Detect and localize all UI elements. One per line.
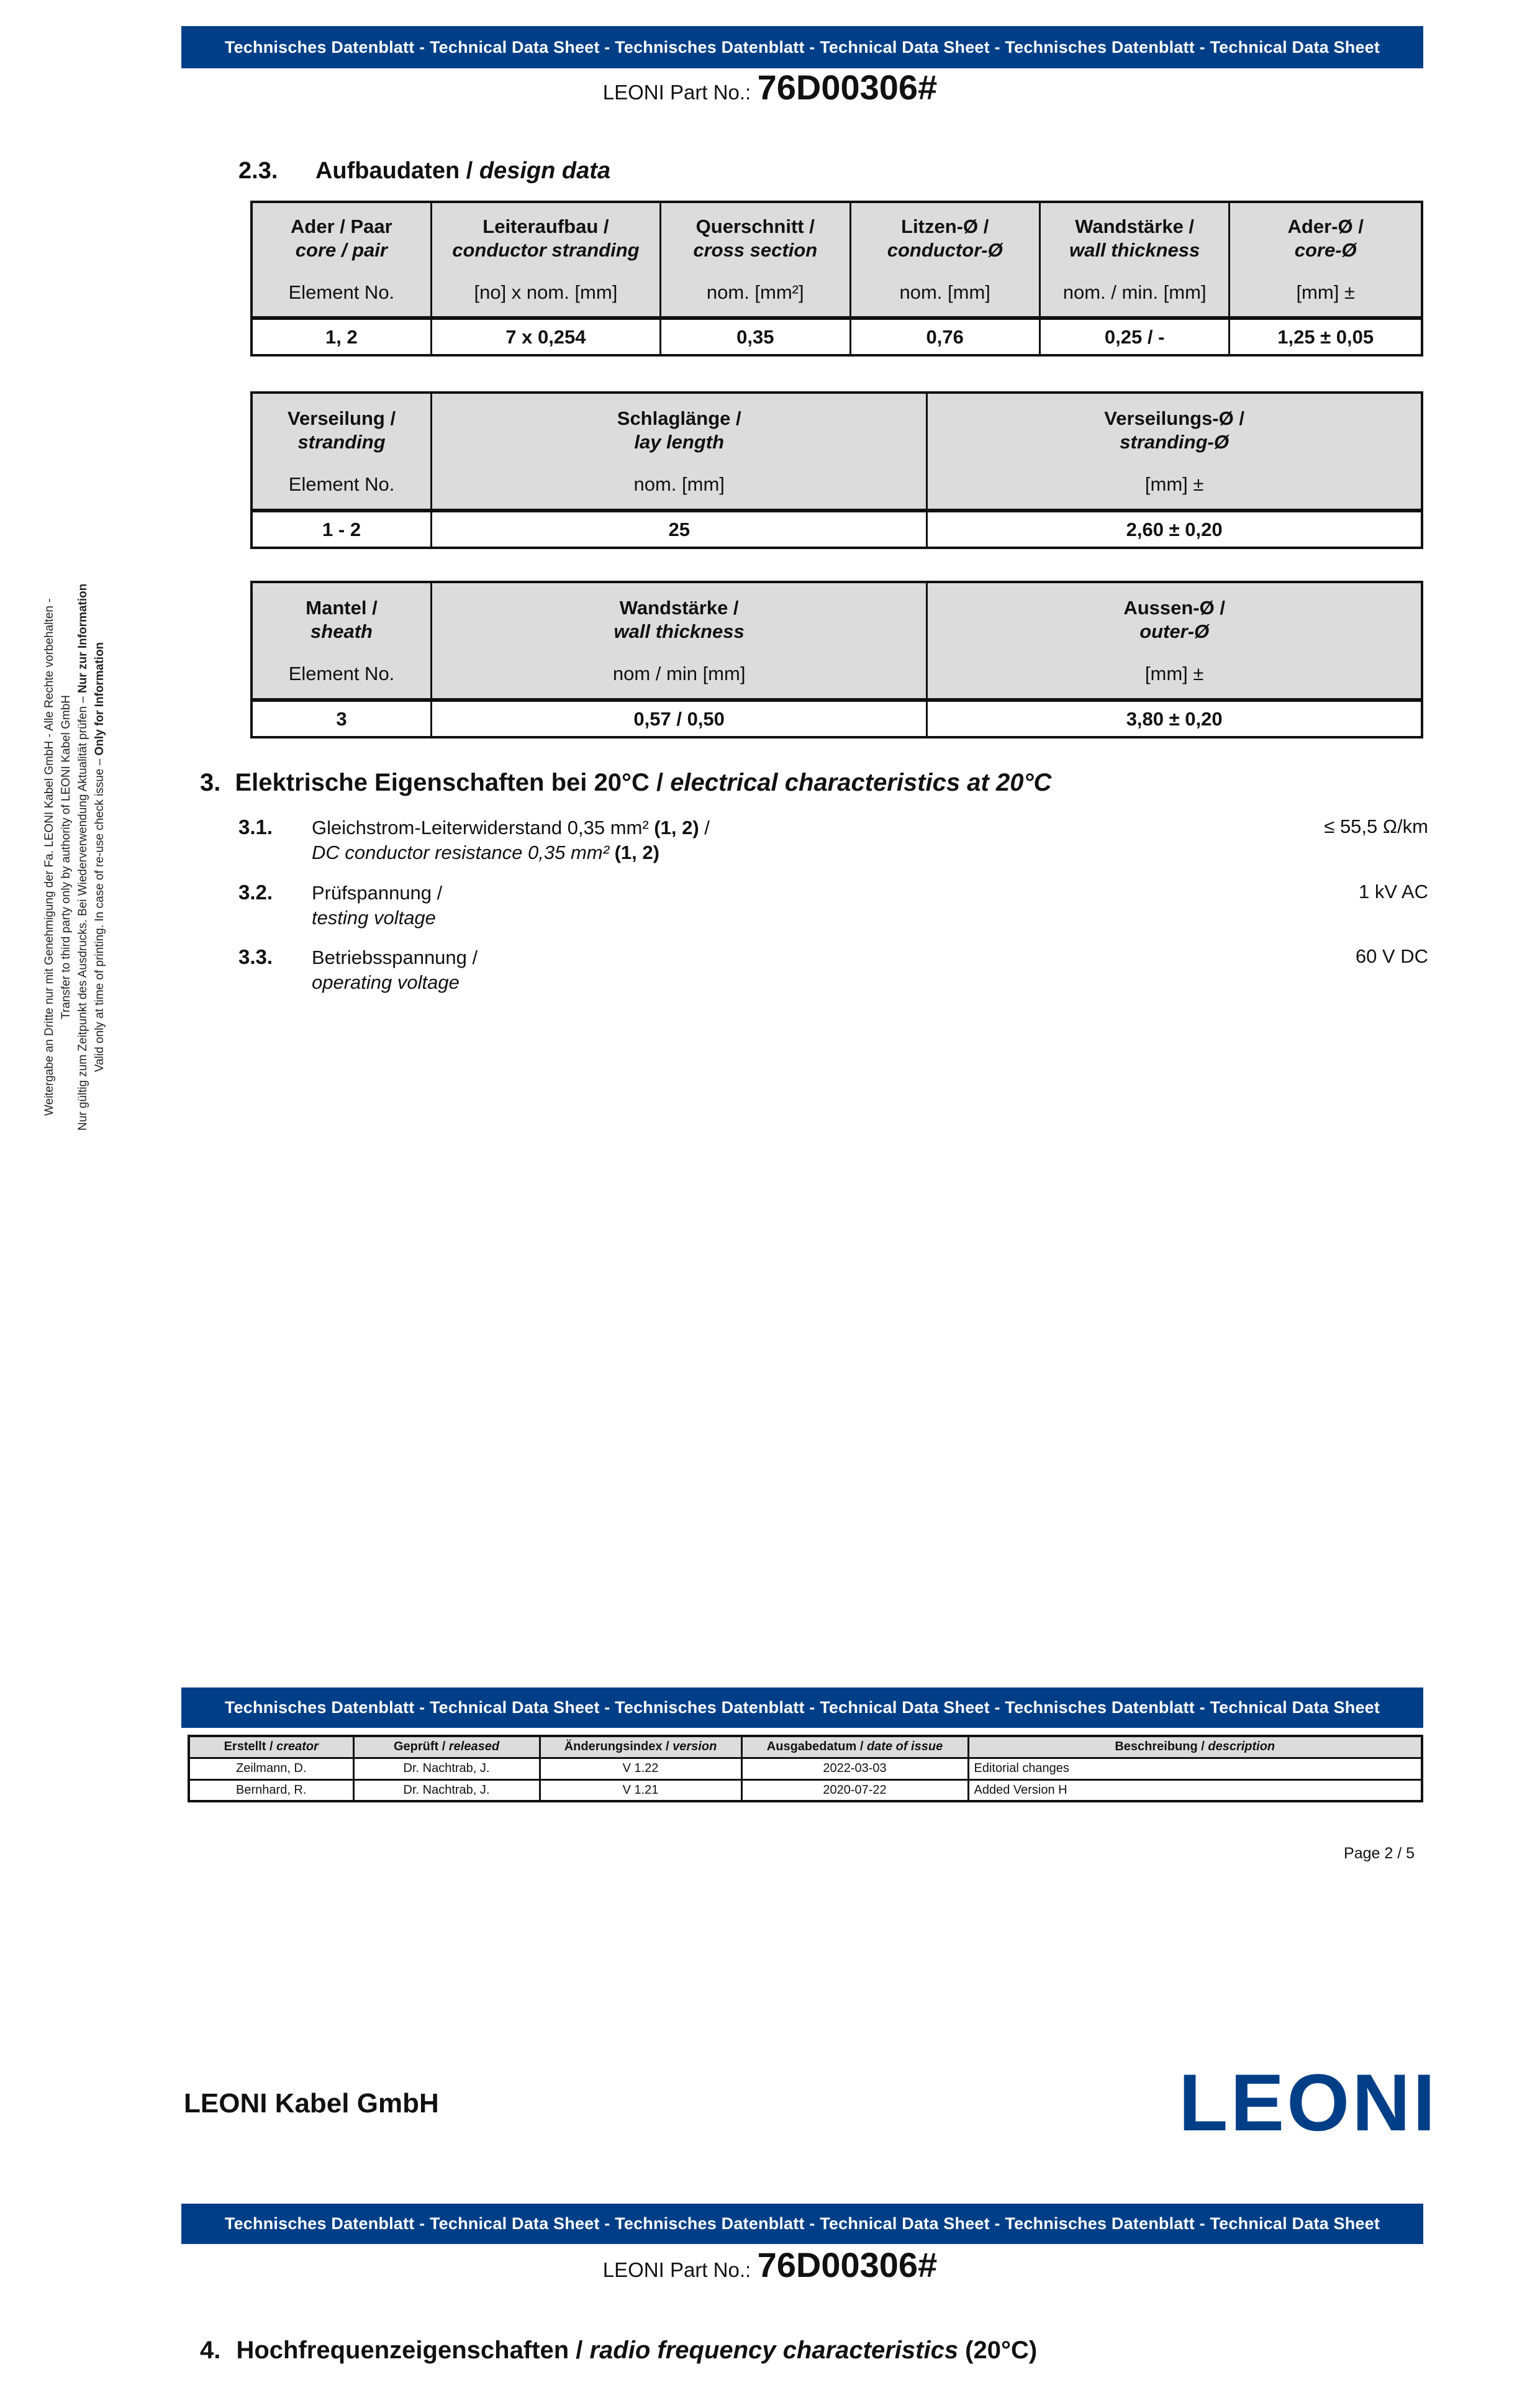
cell-outer-diameter: 3,80 ± 0,20 — [927, 700, 1422, 737]
item-3-3-label: Betriebsspannung / operating voltage — [312, 947, 478, 993]
revision-header-row — [189, 1736, 1422, 1758]
col-header-stranding-diameter: Verseilungs-Ø / stranding-Ø [mm] ± — [927, 393, 1422, 511]
col-header-wall-thickness: Wandstärke / wall thickness nom. / min. [mm] — [1040, 202, 1229, 318]
section-number: 4. — [200, 2337, 221, 2364]
table-row — [251, 318, 1422, 355]
cell-conductor-diameter: 0,76 — [850, 318, 1040, 355]
design-data-table — [250, 201, 1423, 357]
cell-released: Dr. Nachtrab, J. — [353, 1758, 540, 1779]
col-header-sheath: Mantel / sheath Element No. — [251, 582, 432, 700]
col-header-conductor-diameter: Litzen-Ø / conductor-Ø nom. [mm] — [850, 202, 1040, 318]
part-number-value: 76D00306# — [757, 2245, 938, 2284]
cell-element: 1, 2 — [251, 318, 431, 355]
cell-released: Dr. Nachtrab, J. — [353, 1779, 540, 1801]
cell-lay-length: 25 — [432, 511, 927, 548]
col-header-cross-section: Querschnitt / cross section nom. [mm²] — [661, 202, 850, 318]
item-3-2-value: 1 kV AC — [1359, 881, 1428, 902]
col-header-description: Beschreibung / description — [968, 1736, 1422, 1758]
part-number-label: LEONI Part No.: — [602, 2258, 751, 2281]
table-row — [251, 700, 1422, 737]
col-header-date: Ausgabedatum / date of issue — [741, 1736, 968, 1758]
section-title-de: Aufbaudaten / — [315, 158, 479, 184]
section-title-tail: (20°C) — [958, 2337, 1038, 2364]
table-row — [189, 1758, 1422, 1779]
part-number-value: 76D00306# — [757, 68, 938, 107]
col-header-core-diameter: Ader-Ø / core-Ø [mm] ± — [1230, 202, 1422, 318]
item-3-2-number: 3.2. — [238, 881, 273, 904]
cell-creator: Bernhard, R. — [189, 1779, 353, 1801]
cell-wall-thickness: 0,25 / - — [1040, 318, 1229, 355]
col-header-stranding: Verseilung / stranding Element No. — [251, 393, 432, 511]
section-number: 3. — [200, 769, 221, 796]
section-2-3-heading — [238, 158, 610, 184]
cell-date: 2020-07-22 — [741, 1779, 968, 1801]
cell-version: V 1.21 — [540, 1779, 741, 1801]
page-indicator: Page 2 / 5 — [1344, 1845, 1415, 1862]
section-title-en: electrical characteristics at 20°C — [670, 769, 1052, 796]
col-header-version: Änderungsindex / version — [540, 1736, 741, 1758]
part-number-label: LEONI Part No.: — [602, 81, 751, 104]
col-header-lay-length: Schlaglänge / lay length nom. [mm] — [432, 393, 927, 511]
section-title-en: design data — [479, 158, 610, 184]
table-row — [251, 511, 1422, 548]
item-3-2-label: Prüfspannung / testing voltage — [312, 882, 443, 929]
cell-description: Added Version H — [968, 1779, 1422, 1801]
section-title-de: Hochfrequenzeigenschaften / — [236, 2337, 590, 2364]
section-number: 2.3. — [238, 158, 278, 184]
cell-element: 3 — [251, 700, 432, 737]
section-3-heading — [200, 769, 1051, 797]
cell-wall-thickness: 0,57 / 0,50 — [432, 700, 927, 737]
cell-creator: Zeilmann, D. — [189, 1758, 353, 1779]
cell-description: Editorial changes — [968, 1758, 1422, 1779]
header-banner-page-3: Technisches Datenblatt - Technical Data Sheet - Technisches Datenblatt - Technical Data Sheet - Technisches Datenblatt - Technical Data Sheet — [181, 2204, 1423, 2244]
item-3-3-number: 3.3. — [238, 945, 273, 968]
copyright-side-note: Weitergabe an Dritte nur mit Genehmigung der Fa. LEONI Kabel GmbH - Alle Rechte vorbehalten - Transfer to third party only by authority of LEONI Kabel GmbH Nur gültig zum Zeitpunkt des Ausdrucks. Bei Wiederverwendung Aktualität prüfen – Nur zur Information Valid only at time of printing. In case of re-use check issue – Only for Information — [43, 583, 106, 1131]
section-title-de: Elektrische Eigenschaften bei 20°C / — [235, 769, 671, 796]
leoni-logo: LEONI — [1179, 2057, 1438, 2148]
col-header-creator: Erstellt / creator — [189, 1736, 353, 1758]
sheath-table — [250, 581, 1423, 738]
cell-date: 2022-03-03 — [741, 1758, 968, 1779]
table-row — [189, 1779, 1422, 1801]
section-4-heading — [200, 2337, 1037, 2365]
section-title-en: radio frequency characteristics — [589, 2337, 959, 2364]
stranding-table — [250, 391, 1423, 549]
item-3-1-label: Gleichstrom-Leiterwiderstand 0,35 mm² (1, 2) / DC conductor resistance 0,35 mm² (1, 2) — [312, 817, 710, 863]
col-header-wall-thickness: Wandstärke / wall thickness nom / min [mm] — [432, 582, 927, 700]
item-3-3-value: 60 V DC — [1355, 945, 1428, 967]
col-header-released: Geprüft / released — [353, 1736, 540, 1758]
cell-stranding: 7 x 0,254 — [431, 318, 660, 355]
header-banner: Technisches Datenblatt - Technical Data Sheet - Technisches Datenblatt - Technical Data Sheet - Technisches Datenblatt - Technical Data Sheet — [181, 26, 1423, 68]
revision-table — [188, 1735, 1423, 1802]
cell-cross-section: 0,35 — [661, 318, 850, 355]
cell-stranding-diameter: 2,60 ± 0,20 — [927, 511, 1422, 548]
part-number — [0, 2245, 1540, 2285]
part-number — [0, 67, 1540, 107]
col-header-outer-diameter: Aussen-Ø / outer-Ø [mm] ± — [927, 582, 1422, 700]
item-3-1-number: 3.1. — [238, 815, 273, 838]
cell-element: 1 - 2 — [251, 511, 432, 548]
footer-banner: Technisches Datenblatt - Technical Data Sheet - Technisches Datenblatt - Technical Data Sheet - Technisches Datenblatt - Technical Data Sheet — [181, 1688, 1423, 1728]
item-3-1-value: ≤ 55,5 Ω/km — [1324, 815, 1428, 837]
cell-version: V 1.22 — [540, 1758, 741, 1779]
company-name: LEONI Kabel GmbH — [184, 2088, 439, 2119]
col-header-conductor-stranding: Leiteraufbau / conductor stranding [no] x nom. [mm] — [431, 202, 660, 318]
cell-core-diameter: 1,25 ± 0,05 — [1230, 318, 1422, 355]
col-header-core: Ader / Paar core / pair Element No. — [251, 202, 431, 318]
